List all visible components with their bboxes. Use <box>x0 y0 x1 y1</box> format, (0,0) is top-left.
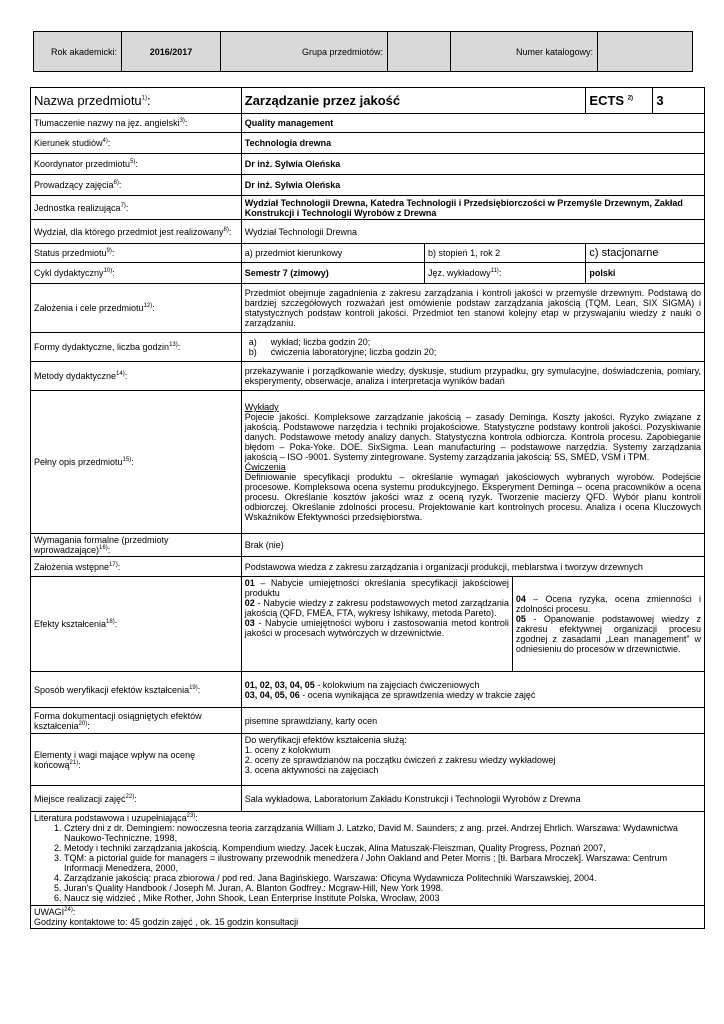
weights-label: Elementy i wagi mające wpływ na ocenę końcową$^{21)}$: <box>31 734 242 786</box>
notes-label: UWAGI$^{24)}$: <box>34 907 76 917</box>
verif-value <box>241 672 704 708</box>
language-label: Jęz. wykładowy$^{11)}$: <box>425 263 586 284</box>
methods-value: przekazywanie i porządkowanie wiedzy, dyskusje, studium przypadku, gry symulacyjne, doświadczenia, pomiary, eksperymenty, obserwacje, analiza i interpretacja wyników badań <box>241 362 704 391</box>
year-value: 2016/2017 <box>122 32 221 72</box>
row-name <box>31 88 705 114</box>
lit-label: Literatura podstawowa i uzupełniająca$^{23)}$: <box>34 813 198 823</box>
full-value <box>241 391 704 534</box>
methods-label: Metody dydaktyczne$^{14)}$: <box>31 362 242 391</box>
status-a: a) przedmiot kierunkowy <box>241 244 424 263</box>
prereq-label: Założenia wstępne$^{17)}$: <box>31 557 242 577</box>
field-label: Kierunek studiów$^{4)}$: <box>31 133 242 154</box>
notes <box>31 906 705 929</box>
outcome-item: 04 – Ocena ryzyka, ocena zmienności i zdolności procesu. <box>515 594 701 614</box>
coordinator-value: Dr inż. Sylwia Oleńska <box>241 154 704 175</box>
translation-value: Quality management <box>241 114 704 133</box>
weights-line: Do weryfikacji efektów kształcenia służą: <box>244 735 407 745</box>
ects-label: ECTS $^{2)}$ <box>586 88 653 114</box>
prereq-value: Podstawowa wiedza z zakresu zarządzania i organizacji produkcji, meblarstwa i tworzyw drzewnych <box>241 557 704 577</box>
notes-value: Godziny kontaktowe to: 45 godzin zajęć , ok. 15 godzin konsultacji <box>34 917 299 927</box>
lit-item: 3. TQM: a pictorial guide for managers = ilustrowany przewodnik menedżera / John Oakland and Peter Morris ; [tł. Barbara Mroczek]. Warszawa: Centrum Informacji Menedżera, 2000, <box>64 853 701 873</box>
status-b: b) stopień 1, rok 2 <box>425 244 586 263</box>
lit-item: 1. Cztery dni z dr. Demingiem: nowoczesna teoria zarządzania William J. Latzko, David M. Saunders; z ang. przeł. Andrzej Ehrlich. Warszawa: Wydawnictwa Naukowo-Techniczne, 1998, <box>64 823 701 843</box>
cycle-value: Semestr 7 (zimowy) <box>241 263 424 284</box>
verif-label: Sposób weryfikacji efektów kształcenia$^{19)}$: <box>31 672 242 708</box>
weights-line: 2. oceny ze sprawdzianów na początku ćwiczeń z zakresu wiedzy wykładowej <box>244 755 556 765</box>
lit-item: 5. Juran's Quality Handbook / Joseph M. Juran, A. Blanton Godfrey.: Mcgraw-Hill, New York 1998. <box>64 883 701 893</box>
faculty-value: Wydział Technologii Drewna <box>241 220 704 244</box>
forms-item: b) ćwiczenia laboratoryjne; liczba godzin 20; <box>248 347 437 357</box>
header-table <box>33 31 693 72</box>
catalog-label: Numer katalogowy: <box>451 32 598 72</box>
weights-line: 1. oceny z kolokwium <box>244 745 331 755</box>
course-table <box>30 87 705 929</box>
verif-line: 01, 02, 03, 04, 05 - kolokwium na zajęciach ćwiczeniowych <box>244 679 480 690</box>
lit-list <box>34 823 701 903</box>
coordinator-label: Koordynator przedmiotu$^{5)}$: <box>31 154 242 175</box>
exercises-text: Definiowanie specyfikacji produktu – określanie wymagań jakościowych wybranych wyrobów. Podejście procesowe. Kompleksowa ocena systemu produkcyjnego. Eksperyment Deminga – ocena pracowników a ocena procesu. Określanie kosztów jakości wraz z oceną ryzyk. Tworzenie macierzy QFD. Wybór planu kontroli odbiorczej. Określanie zdolności procesu. Projektowanie kart kontrolnych procesu. Analiza i ocena Kluczowych Wskaźników Efektywności przedsiębiorstwa. <box>244 472 701 522</box>
outcome-item: 02 - Nabycie wiedzy z zakresu podstawowych metod zarządzania jakością (QFD, FMEA, FTA, wykresy Ishikawy, metoda Pareto). <box>244 598 509 618</box>
goals-value: Przedmiot obejmuje zagadnienia z zakresu zarządzania i kontroli jakości w przemyśle drzewnym. Podstawą do bardziej szczegółowych rozważań jest omówienie podstaw zarządzania jakością (TQM. Lean, SIX SIGMA) i statystycznych podstaw kontroli jakości. Przedmiot ten stanowi kolejny etap w przyswajaniu wiedzy z nauki o zarządzaniu. <box>241 284 704 333</box>
weights-line: 3. ocena aktywności na zajęciach <box>244 765 379 775</box>
course-name: Zarządzanie przez jakość <box>241 88 586 114</box>
faculty-label: Wydział, dla którego przedmiot jest realizowany$^{8)}$: <box>31 220 242 244</box>
language-value: polski <box>586 263 705 284</box>
outcome-item: 01 – Nabycie umiejętności określania specyfikacji jakościowej produktu <box>244 578 509 598</box>
outcomes-left <box>241 577 512 672</box>
docs-label: Forma dokumentacji osiągniętych efektów kształcenia$^{20)}$: <box>31 708 242 734</box>
outcomes-right <box>512 577 704 672</box>
outcome-item: 05 - Opanowanie podstawowej wiedzy z zakresu efektywnej organizacji procesu zgodnej z zasadami „Lean management” w odniesieniu do procesów w drzewnictwie. <box>515 614 701 654</box>
unit-value: Wydział Technologii Drewna, Katedra Technologii i Przedsiębiorczości w Przemyśle Drzewnym, Zakład Konstrukcji i Technologii Wyrobów z Drewna <box>241 196 704 220</box>
verif-line: 03, 04, 05, 06 - ocena wynikająca ze sprawdzenia wiedzy w trakcie zajęć <box>244 689 536 700</box>
lectures-text: Pojecie jakości. Kompleksowe zarządzanie jakością – zasady Deminga. Koszty jakości. Ryzyko związane z jakością. Podstawowe narzędzia i techniki projakościowe. Statystyczne podstawy kontroli jakości. Pozyskiwanie danych. Podstawowe metody analizy danych. Statystyczna kontrola odbiorcza. Kontrola procesu. Zapobieganie błędom – Poka-Yoke. DOE. SixSigma. Lean manufacturing – podstawowe narzędzia. Systemy zarządzania jakością – ISO -9001. Systemy zintegrowane. Systemy zarządzania jakością: 5S, SMED, VSM i TPM. <box>244 412 701 462</box>
outcomes-label: Efekty kształcenia$^{18)}$: <box>31 577 242 672</box>
forms-value <box>241 333 704 362</box>
year-label: Rok akademicki: <box>34 32 122 72</box>
group-label: Grupa przedmiotów: <box>221 32 388 72</box>
weights-value <box>241 734 704 786</box>
lectures-heading: Wykłady <box>244 402 279 412</box>
name-label: Nazwa przedmiotu$^{1)}$: <box>31 88 242 114</box>
unit-label: Jednostka realizująca$^{7)}$: <box>31 196 242 220</box>
ects-value: 3 <box>653 88 705 114</box>
lit-item: 4. Zarządzanie jakością: praca zbiorowa / pod red. Jana Bagińskiego. Warszawa: Oficyna Wydawnicza Politechniki Warszawskiej, 2004. <box>64 873 701 883</box>
translation-label: Tłumaczenie nazwy na jęz. angielski$^{3)}$: <box>31 114 242 133</box>
status-c: c) stacjonarne <box>586 244 705 263</box>
instructor-value: Dr inż. Sylwia Oleńska <box>241 175 704 196</box>
instructor-label: Prowadzący zajęcia$^{6)}$: <box>31 175 242 196</box>
lit-item: 6. Naucz się widzieć , Mike Rother, John Shook, Lean Enterprise Institute Polska, Wrocław, 2003 <box>64 893 701 903</box>
place-value: Sala wykładowa, Laboratorium Zakładu Konstrukcji i Technologii Wyrobów z Drewna <box>241 786 704 812</box>
cycle-label: Cykl dydaktyczny$^{10)}$: <box>31 263 242 284</box>
field-value: Technologia drewna <box>241 133 704 154</box>
status-label: Status przedmiotu$^{9)}$: <box>31 244 242 263</box>
forms-item: a) wykład; liczba godzin 20; <box>248 337 371 347</box>
literature <box>31 812 705 906</box>
group-value <box>388 32 451 72</box>
exercises-heading: Ćwiczenia <box>244 462 286 472</box>
forms-label: Formy dydaktyczne, liczba godzin$^{13)}$: <box>31 333 242 362</box>
catalog-value <box>598 32 693 72</box>
lit-item: 2. Metody i techniki zarządzania jakością. Kompendium wiedzy. Jacek Łuczak, Alina Matuszak-Fleiszman, Quality Progress, Poznań 2007, <box>64 843 701 853</box>
req-value: Brak (nie) <box>241 534 704 557</box>
outcome-item: 03 - Nabycie umiejętności wyboru i zastosowania metod kontroli jakości w procesach wytwórczych w drzewnictwie. <box>244 618 509 638</box>
docs-value: pisemne sprawdziany, karty ocen <box>241 708 704 734</box>
place-label: Miejsce realizacji zajęć$^{22)}$: <box>31 786 242 812</box>
goals-label: Założenia i cele przedmiotu$^{12)}$: <box>31 284 242 333</box>
full-label: Pełny opis przedmiotu$^{15)}$: <box>31 391 242 534</box>
req-label: Wymagania formalne (przedmioty wprowadzające)$^{16)}$: <box>31 534 242 557</box>
